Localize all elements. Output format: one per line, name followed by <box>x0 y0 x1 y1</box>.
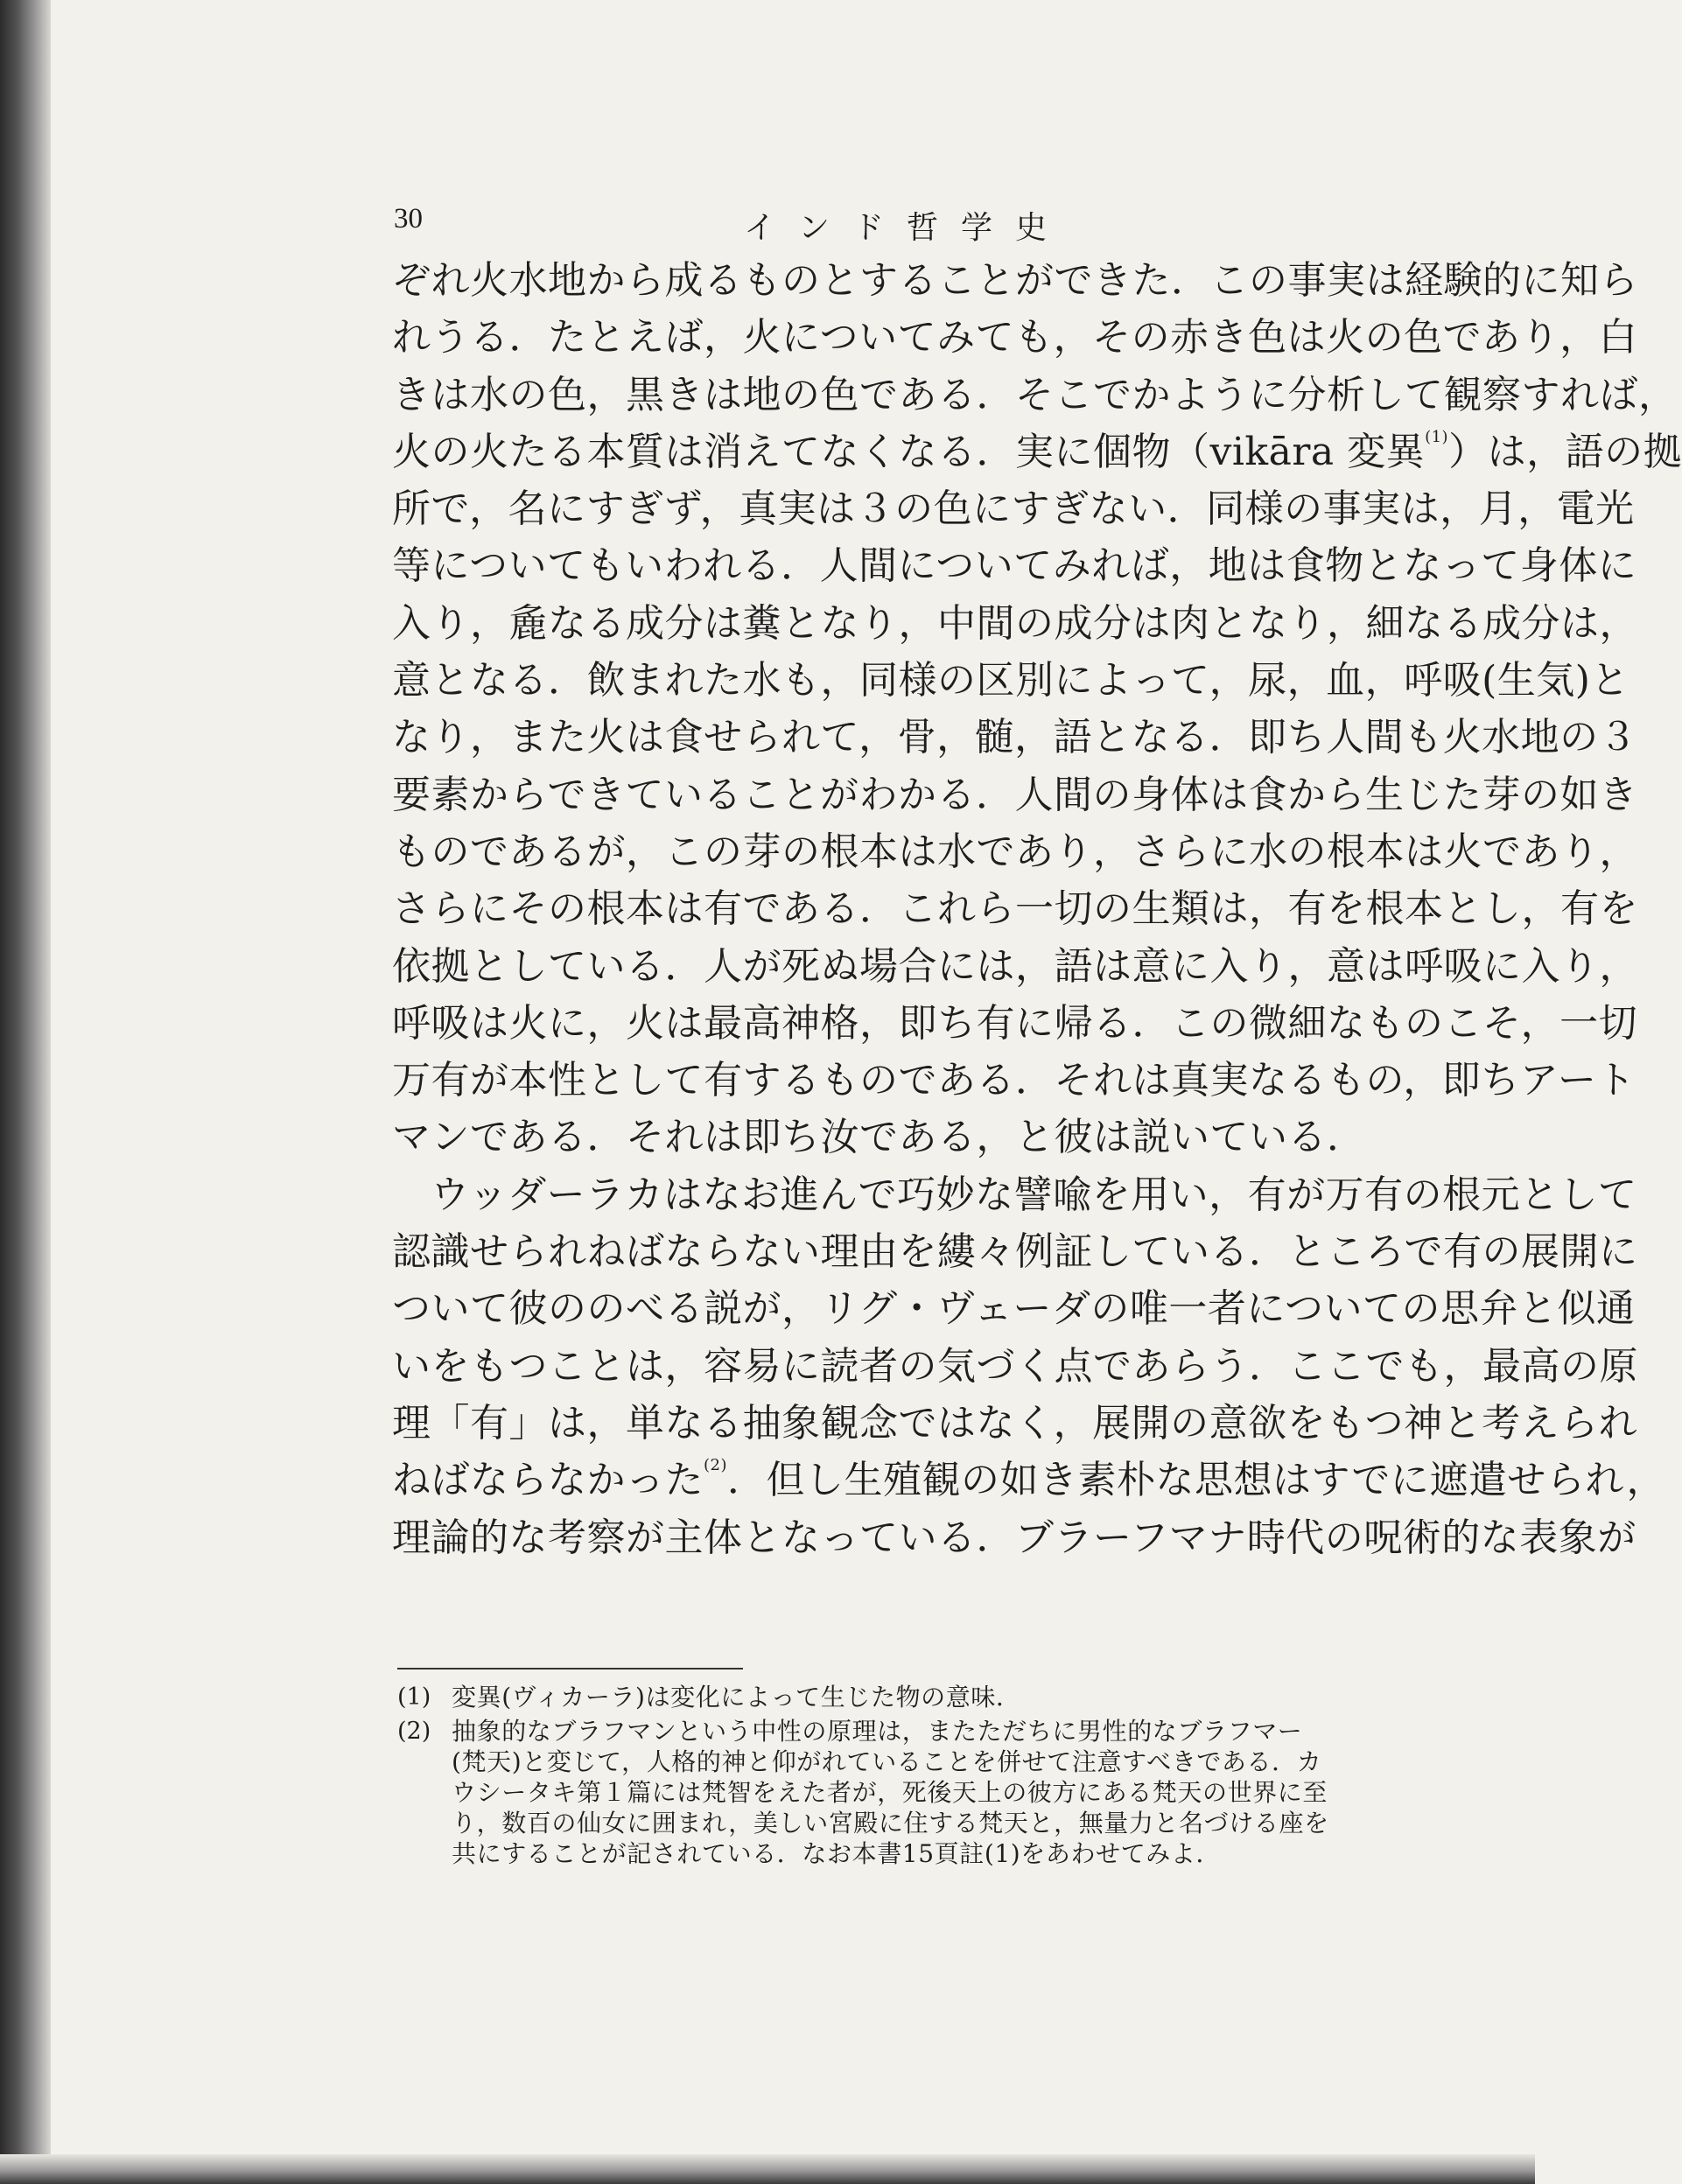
page-bottom-edge <box>0 2154 1535 2184</box>
text-line: さらにその根本は有である．これら一切の生類は，有を根本とし，有を <box>392 886 1638 932</box>
footnote-marker: (2) <box>397 1718 431 1745</box>
text-line: いをもつことは，容易に読者の気づく点であらう．ここでも，最高の原 <box>392 1343 1638 1389</box>
text-line: 所で，名にすぎず，真実は３の色にすぎない．同様の事実は，月，電光 <box>392 486 1635 532</box>
text-line: 呼吸は火に，火は最高神格，即ち有に帰る．この微細なものこそ，一切 <box>392 1000 1638 1046</box>
main-text <box>392 252 1682 1566</box>
footnote-marker: (1) <box>397 1684 431 1711</box>
footnote-line: ウシータキ第１篇には梵智をえた者が，死後天上の彼方にある梵天の世界に至 <box>452 1778 1328 1807</box>
text-line: 等についてもいわれる．人間についてみれば，地は食物となって身体に <box>392 543 1637 589</box>
text-fragment: ）は，語の拠 <box>1448 429 1682 474</box>
text-line: 入り，麁なる成分は糞となり，中間の成分は肉となり，細なる成分は， <box>392 600 1638 646</box>
text-line: 依拠としている．人が死ぬ場合には，語は意に入り，意は呼吸に入り， <box>392 943 1638 989</box>
text-line: きは水の色，黒きは地の色である．そこでかように分析して観察すれば， <box>392 372 1678 417</box>
footnote-line: り，数百の仙女に囲まれ，美しい宮殿に住する梵天と，無量力と名づける座を <box>452 1809 1329 1838</box>
text-fragment: ねばならなかった <box>392 1458 704 1503</box>
text-line: なり，また火は食せられて，骨，髄，語となる．即ち人間も火水地の３ <box>392 715 1638 760</box>
footnote-ref-1: (1) <box>1425 427 1449 446</box>
text-line: ぞれ火水地から成るものとすることができた．この事実は経験的に知ら <box>392 258 1638 303</box>
text-line: ついて彼ののべる説が，リグ・ヴェーダの唯一者についての思弁と似通 <box>392 1286 1636 1332</box>
text-line: 理論的な考察が主体となっている．ブラーフマナ時代の呪術的な表象が <box>392 1515 1636 1560</box>
footnotes <box>397 1682 1447 1869</box>
running-title: インド哲学史 <box>744 210 1070 246</box>
text-line: 要素からできていることがわかる．人間の身体は食から生じた芽の如き <box>392 772 1638 817</box>
footnote-1 <box>397 1682 1447 1712</box>
text-line <box>392 424 1682 480</box>
text-line: 認識せられねばならない理由を縷々例証している．ところで有の展開に <box>392 1229 1638 1275</box>
text-fragment: ．但し生殖観の如き素朴な思想はすでに遮遣せられ， <box>727 1458 1665 1503</box>
text-line: ものであるが，この芽の根本は水であり，さらに水の根本は火であり， <box>392 829 1638 874</box>
footnote-line: 変異(ヴィカーラ)は変化によって生じた物の意味． <box>452 1683 1021 1712</box>
text-line: 意となる．飲まれた水も，同様の区別によって，尿，血，呼吸(生気)と <box>392 658 1629 704</box>
book-binding-shadow <box>0 0 51 2184</box>
text-line <box>392 1452 1665 1508</box>
text-fragment: 火の火たる本質は消えてなくなる．実に個物（vikāra 変異 <box>392 429 1426 474</box>
footnote-line: 共にすることが記されている．なお本書15頁註(1)をあわせてみよ． <box>452 1839 1222 1868</box>
page-number: 30 <box>394 203 423 234</box>
text-line: 理「有」は，単なる抽象観念ではなく，展開の意欲をもつ神と考えられ <box>392 1400 1638 1446</box>
footnote-line: (梵天)と変じて，人格的神と仰がれていることを併せて注意すべきである．カ <box>452 1747 1322 1776</box>
footnote-ref-2: (2) <box>704 1456 727 1475</box>
page-header <box>394 203 1426 247</box>
footnote-line: 抽象的なブラフマンという中性の原理は，またただちに男性的なブラフマー <box>452 1717 1303 1746</box>
text-line: マンである．それは即ち汝である，と彼は説いている． <box>392 1115 1366 1160</box>
footnote-separator <box>397 1668 743 1670</box>
paragraph-start-line: ウッダーラカはなお進んで巧妙な譬喩を用い，有が万有の根元として <box>431 1172 1637 1217</box>
footnote-2 <box>397 1716 1447 1869</box>
text-line: れうる．たとえば，火についてみても，その赤き色は火の色であり，白 <box>392 315 1638 360</box>
text-line: 万有が本性として有するものである．それは真実なるもの，即ちアート <box>392 1058 1636 1103</box>
